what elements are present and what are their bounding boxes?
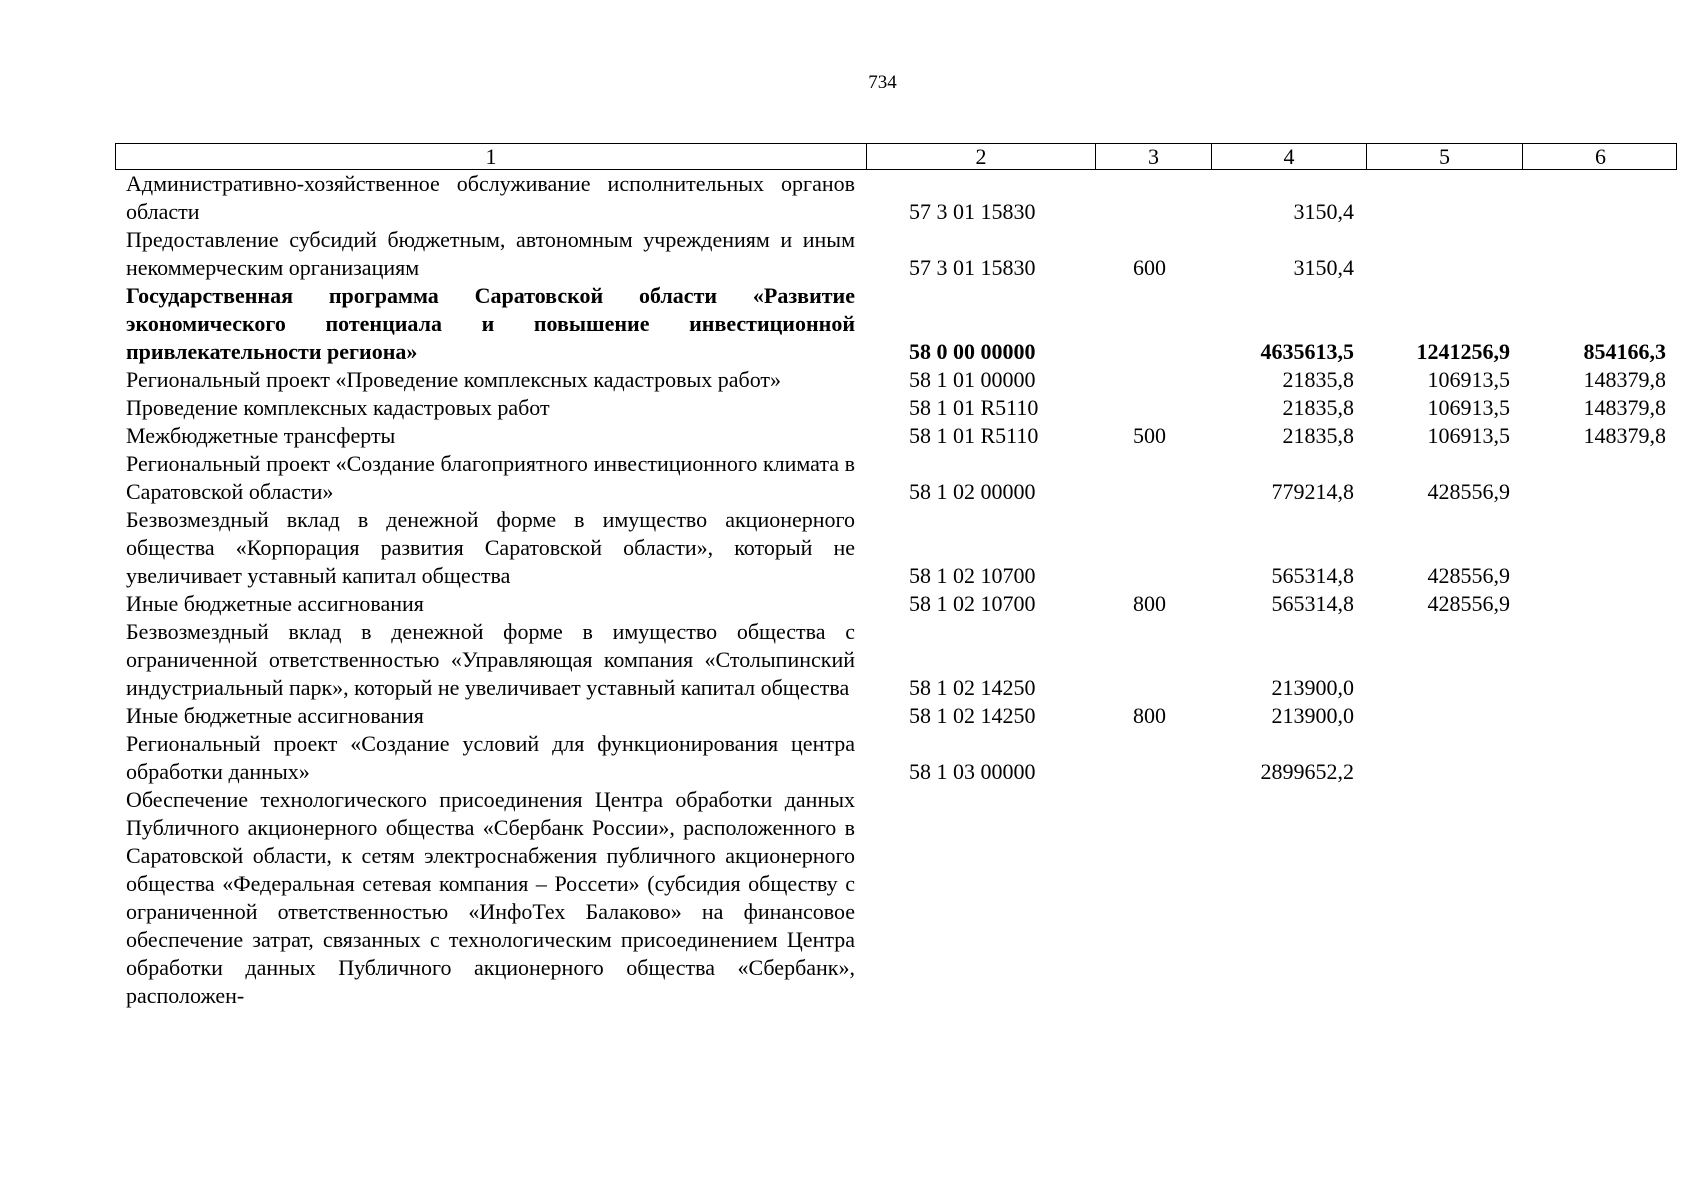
table-body xyxy=(115,170,1677,1010)
page-number: 734 xyxy=(868,72,897,93)
table-row xyxy=(115,282,1677,366)
row-value-col6: 148379,8 xyxy=(1583,395,1666,420)
row-target-code: 58 1 01 R5110 xyxy=(909,395,1039,420)
row-value-col5: 1241256,9 xyxy=(1416,339,1510,364)
row-target-code: 57 3 01 15830 xyxy=(909,199,1036,224)
row-value-col4: 21835,8 xyxy=(1282,395,1354,420)
table-row xyxy=(115,590,1677,618)
row-target-code: 57 3 01 15830 xyxy=(909,255,1036,280)
row-value-col6: 854166,3 xyxy=(1583,339,1666,364)
row-value-col4: 779214,8 xyxy=(1271,479,1354,504)
row-description: Предоставление субсидий бюджетным, автономным учреждениям и иным некоммерческим организациям xyxy=(126,227,855,280)
row-value-col5: 428556,9 xyxy=(1427,591,1510,616)
row-description: Региональный проект «Создание благоприятного инвестиционного климата в Саратовской области» xyxy=(126,451,855,504)
row-expense-type: 800 xyxy=(1133,703,1166,728)
table-row xyxy=(115,366,1677,394)
row-description: Административно-хозяйственное обслуживание исполнительных органов области xyxy=(126,171,855,224)
row-value-col5: 428556,9 xyxy=(1427,479,1510,504)
table-row xyxy=(115,786,1677,1010)
table-row xyxy=(115,450,1677,506)
row-description: Межбюджетные трансферты xyxy=(126,423,396,448)
row-value-col5: 428556,9 xyxy=(1427,563,1510,588)
row-value-col4: 21835,8 xyxy=(1282,367,1354,392)
row-value-col4: 3150,4 xyxy=(1293,199,1354,224)
row-description: Безвозмездный вклад в денежной форме в имущество общества с ограниченной ответственностью «Управляющая компания «Столыпинский индустриальный парк», который не увеличивает уставный капитал общества xyxy=(126,619,855,700)
row-description: Региональный проект «Создание условий для функционирования центра обработки данных» xyxy=(126,731,855,784)
table-row xyxy=(115,226,1677,282)
table-row xyxy=(115,702,1677,730)
row-target-code: 58 0 00 00000 xyxy=(909,339,1036,364)
row-expense-type: 500 xyxy=(1133,423,1166,448)
row-target-code: 58 1 01 00000 xyxy=(909,367,1036,392)
row-description: Региональный проект «Проведение комплексных кадастровых работ» xyxy=(126,367,782,392)
row-description: Обеспечение технологического присоединения Центра обработки данных Публичного акционерного общества «Сбербанк России», расположенного в Саратовской области, к сетям электроснабжения публичного акционерного общества «Федеральная сетевая компания – Россети» (субсидия обществу с ограниченной ответственностью «ИнфоТех Балаково» на финансовое обеспечение затрат, связанных с технологическим присоединением Центра обработки данных Публичного акционерного общества «Сбербанк», расположен- xyxy=(126,787,855,1008)
table-row xyxy=(115,394,1677,422)
row-target-code: 58 1 02 10700 xyxy=(909,591,1036,616)
header-col-4: 4 xyxy=(1211,144,1366,169)
row-target-code: 58 1 01 R5110 xyxy=(909,423,1039,448)
table-row xyxy=(115,730,1677,786)
header-col-1: 1 xyxy=(485,144,497,169)
row-value-col4: 565314,8 xyxy=(1271,563,1354,588)
header-col-5: 5 xyxy=(1366,144,1522,169)
row-expense-type: 800 xyxy=(1133,591,1166,616)
row-value-col5: 106913,5 xyxy=(1427,367,1510,392)
row-description: Безвозмездный вклад в денежной форме в имущество акционерного общества «Корпорация развития Саратовской области», который не увеличивает уставный капитал общества xyxy=(126,507,855,588)
row-value-col4: 213900,0 xyxy=(1271,675,1354,700)
row-description: Государственная программа Саратовской области «Развитие экономического потенциала и повышение инвестиционной привлекательности региона» xyxy=(126,283,855,364)
row-target-code: 58 1 03 00000 xyxy=(909,759,1036,784)
row-target-code: 58 1 02 14250 xyxy=(909,703,1036,728)
row-description: Иные бюджетные ассигнования xyxy=(126,703,424,728)
row-value-col6: 148379,8 xyxy=(1583,423,1666,448)
row-value-col4: 21835,8 xyxy=(1282,423,1354,448)
row-expense-type: 600 xyxy=(1133,255,1166,280)
row-target-code: 58 1 02 14250 xyxy=(909,675,1036,700)
row-value-col4: 565314,8 xyxy=(1271,591,1354,616)
budget-table xyxy=(115,143,1677,1010)
row-description: Проведение комплексных кадастровых работ xyxy=(126,395,550,420)
table-header-row xyxy=(115,143,1677,170)
header-col-3: 3 xyxy=(1095,144,1211,169)
table-row xyxy=(115,170,1677,226)
table-row xyxy=(115,422,1677,450)
header-col-2: 2 xyxy=(866,144,1095,169)
row-target-code: 58 1 02 10700 xyxy=(909,563,1036,588)
table-row xyxy=(115,618,1677,702)
row-value-col5: 106913,5 xyxy=(1427,423,1510,448)
row-value-col6: 148379,8 xyxy=(1583,367,1666,392)
row-value-col4: 4635613,5 xyxy=(1260,339,1354,364)
row-value-col4: 3150,4 xyxy=(1293,255,1354,280)
table-row xyxy=(115,506,1677,590)
row-target-code: 58 1 02 00000 xyxy=(909,479,1036,504)
row-value-col5: 106913,5 xyxy=(1427,395,1510,420)
row-value-col4: 213900,0 xyxy=(1271,703,1354,728)
row-description: Иные бюджетные ассигнования xyxy=(126,591,424,616)
row-value-col4: 2899652,2 xyxy=(1260,759,1354,784)
header-col-6: 6 xyxy=(1522,144,1678,169)
